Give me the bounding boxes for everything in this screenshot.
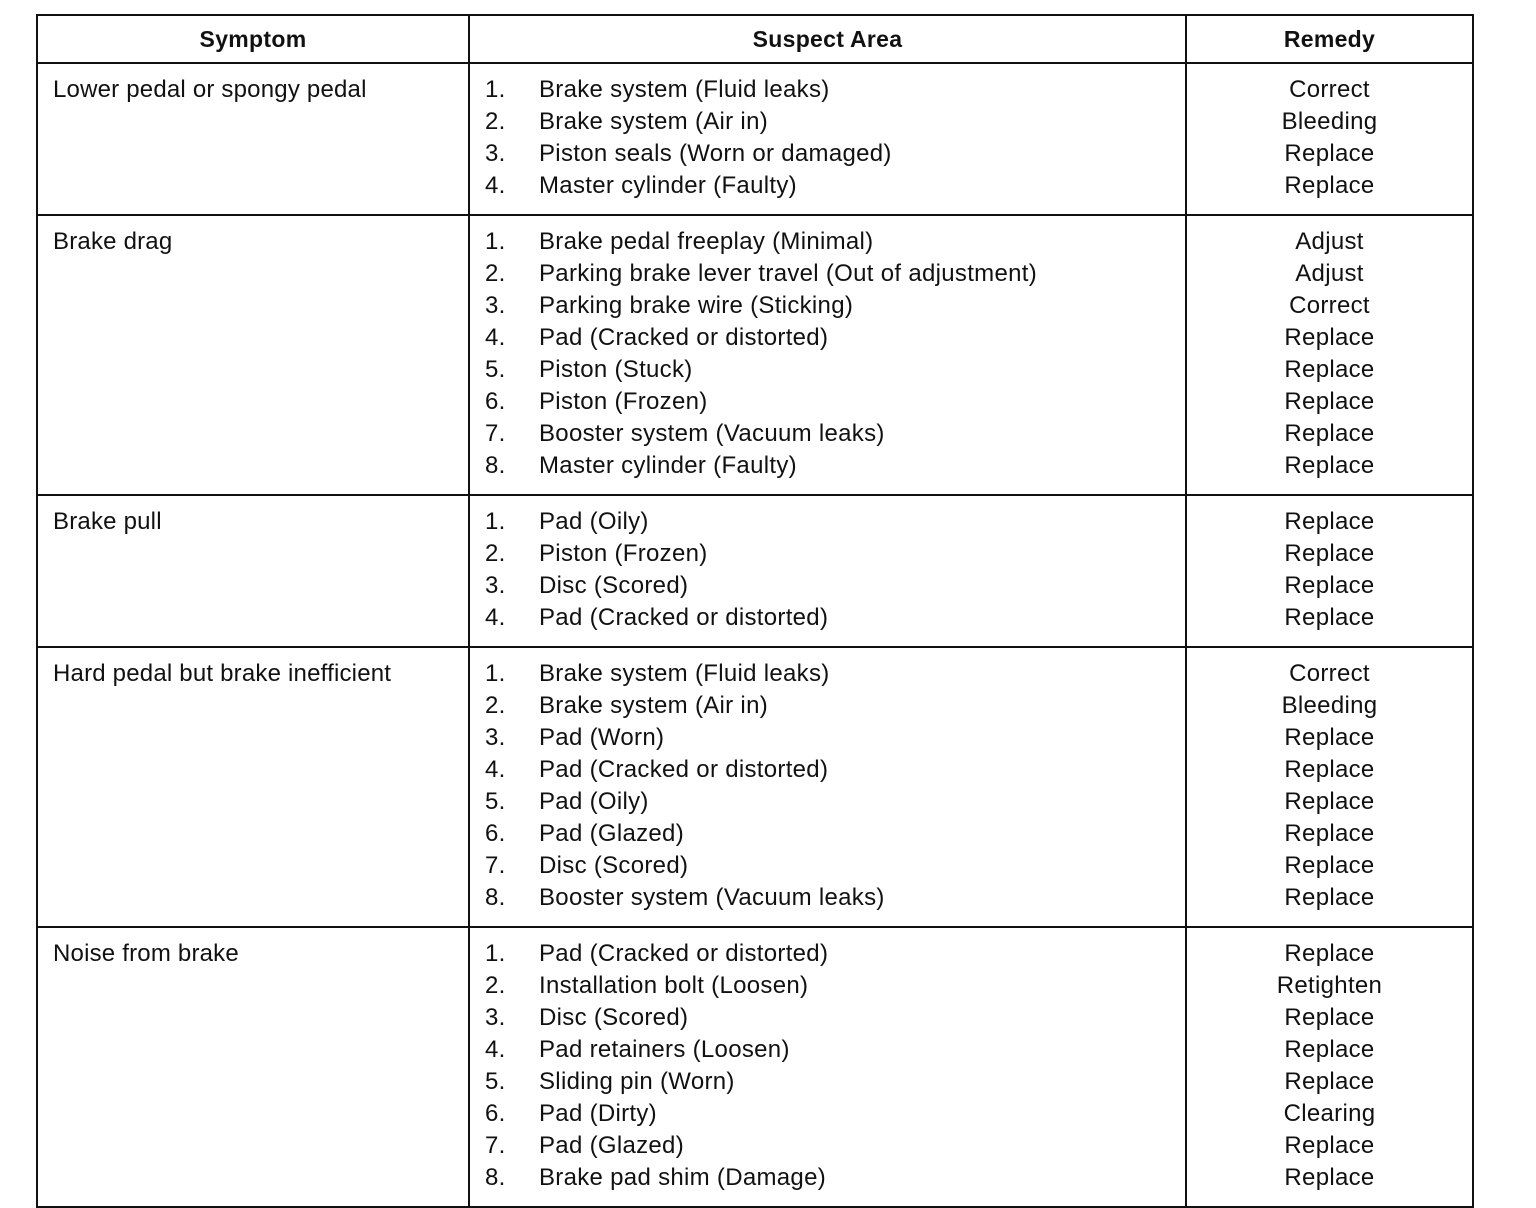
remedy-text: Bleeding [1281, 692, 1378, 719]
suspect-area-cell [469, 215, 1186, 495]
suspect-area-cell [469, 495, 1186, 647]
item-number: 3. [485, 140, 506, 167]
suspect-area-item [470, 658, 1185, 690]
item-number: 4. [485, 756, 506, 783]
item-number: 7. [485, 852, 506, 879]
suspect-area-item [470, 506, 1185, 538]
remedy-text: Replace [1284, 1132, 1375, 1159]
remedy-text: Replace [1284, 756, 1375, 783]
symptom-cell: Brake drag [37, 215, 469, 495]
suspect-area-text: Pad (Glazed) [539, 1132, 684, 1159]
remedy-cell [1186, 647, 1473, 927]
header-symptom: Symptom [37, 15, 469, 63]
item-number: 2. [485, 540, 506, 567]
remedy-text: Replace [1284, 172, 1375, 199]
remedy-text: Replace [1284, 1068, 1375, 1095]
suspect-area-item [470, 258, 1185, 290]
item-number: 3. [485, 1004, 506, 1031]
suspect-area-text: Pad retainers (Loosen) [539, 1036, 790, 1063]
symptom-cell: Hard pedal but brake inefficient [37, 647, 469, 927]
suspect-area-cell [469, 63, 1186, 215]
suspect-area-item [470, 226, 1185, 258]
suspect-area-item [470, 722, 1185, 754]
remedy-text: Correct [1289, 660, 1370, 687]
suspect-area-cell [469, 927, 1186, 1207]
remedy-text: Replace [1284, 420, 1375, 447]
suspect-area-item [470, 450, 1185, 482]
remedy-text: Replace [1284, 452, 1375, 479]
suspect-area-text: Brake system (Fluid leaks) [539, 76, 830, 103]
suspect-area-item [470, 754, 1185, 786]
item-number: 1. [485, 660, 506, 687]
remedy-text: Replace [1284, 356, 1375, 383]
remedy-text: Replace [1284, 940, 1375, 967]
suspect-area-text: Pad (Worn) [539, 724, 665, 751]
table-body [37, 63, 1473, 1207]
remedy-cell [1186, 495, 1473, 647]
suspect-area-item [470, 1130, 1185, 1162]
suspect-area-item [470, 418, 1185, 450]
suspect-area-item [470, 1002, 1185, 1034]
remedy-text: Replace [1284, 724, 1375, 751]
suspect-area-text: Installation bolt (Loosen) [539, 972, 809, 999]
remedy-text: Adjust [1295, 228, 1364, 255]
item-number: 5. [485, 788, 506, 815]
item-number: 4. [485, 172, 506, 199]
item-number: 3. [485, 572, 506, 599]
item-number: 1. [485, 508, 506, 535]
suspect-area-text: Brake system (Air in) [539, 108, 769, 135]
item-number: 1. [485, 228, 506, 255]
item-number: 4. [485, 1036, 506, 1063]
item-number: 7. [485, 1132, 506, 1159]
suspect-area-text: Pad (Cracked or distorted) [539, 324, 829, 351]
suspect-area-cell [469, 647, 1186, 927]
remedy-text: Replace [1284, 140, 1375, 167]
suspect-area-text: Brake pedal freeplay (Minimal) [539, 228, 874, 255]
item-number: 6. [485, 388, 506, 415]
suspect-area-text: Pad (Oily) [539, 788, 649, 815]
remedy-text: Replace [1284, 540, 1375, 567]
table-row [37, 495, 1473, 647]
suspect-area-item [470, 354, 1185, 386]
suspect-area-text: Master cylinder (Faulty) [539, 452, 797, 479]
suspect-area-item [470, 690, 1185, 722]
symptom-cell: Brake pull [37, 495, 469, 647]
item-number: 1. [485, 940, 506, 967]
suspect-area-item [470, 1162, 1185, 1194]
remedy-text: Correct [1289, 292, 1370, 319]
remedy-text: Replace [1284, 604, 1375, 631]
suspect-area-text: Brake system (Air in) [539, 692, 769, 719]
item-number: 7. [485, 420, 506, 447]
remedy-text: Adjust [1295, 260, 1364, 287]
remedy-text: Bleeding [1281, 108, 1378, 135]
suspect-area-text: Pad (Cracked or distorted) [539, 604, 829, 631]
remedy-text: Replace [1284, 388, 1375, 415]
remedy-cell [1186, 927, 1473, 1207]
remedy-cell [1186, 63, 1473, 215]
suspect-area-text: Pad (Glazed) [539, 820, 684, 847]
suspect-area-text: Pad (Oily) [539, 508, 649, 535]
suspect-area-text: Piston (Frozen) [539, 388, 708, 415]
header-remedy: Remedy [1186, 15, 1473, 63]
suspect-area-text: Parking brake wire (Sticking) [539, 292, 854, 319]
suspect-area-item [470, 602, 1185, 634]
suspect-area-text: Disc (Scored) [539, 1004, 689, 1031]
suspect-area-item [470, 290, 1185, 322]
item-number: 6. [485, 820, 506, 847]
item-number: 3. [485, 724, 506, 751]
item-number: 6. [485, 1100, 506, 1127]
suspect-area-item [470, 850, 1185, 882]
suspect-area-text: Parking brake lever travel (Out of adjustment) [539, 260, 1038, 287]
item-number: 1. [485, 76, 506, 103]
remedy-text: Replace [1284, 852, 1375, 879]
item-number: 5. [485, 356, 506, 383]
suspect-area-text: Disc (Scored) [539, 852, 689, 879]
suspect-area-text: Brake pad shim (Damage) [539, 1164, 827, 1191]
symptom-cell: Lower pedal or spongy pedal [37, 63, 469, 215]
symptom-cell: Noise from brake [37, 927, 469, 1207]
suspect-area-text: Piston seals (Worn or damaged) [539, 140, 892, 167]
suspect-area-item [470, 1098, 1185, 1130]
remedy-text: Replace [1284, 508, 1375, 535]
suspect-area-text: Piston (Frozen) [539, 540, 708, 567]
remedy-text: Replace [1284, 572, 1375, 599]
suspect-area-item [470, 570, 1185, 602]
remedy-text: Replace [1284, 1004, 1375, 1031]
remedy-text: Replace [1284, 884, 1375, 911]
suspect-area-text: Disc (Scored) [539, 572, 689, 599]
suspect-area-item [470, 74, 1185, 106]
table-row [37, 63, 1473, 215]
header-suspect-area: Suspect Area [469, 15, 1186, 63]
item-number: 2. [485, 108, 506, 135]
table-row [37, 215, 1473, 495]
suspect-area-item [470, 538, 1185, 570]
item-number: 2. [485, 972, 506, 999]
table-row [37, 927, 1473, 1207]
item-number: 8. [485, 1164, 506, 1191]
suspect-area-text: Piston (Stuck) [539, 356, 693, 383]
item-number: 5. [485, 1068, 506, 1095]
item-number: 8. [485, 884, 506, 911]
suspect-area-item [470, 786, 1185, 818]
troubleshooting-table [36, 14, 1474, 1208]
table-header [37, 15, 1473, 63]
suspect-area-item [470, 938, 1185, 970]
item-number: 4. [485, 604, 506, 631]
suspect-area-text: Booster system (Vacuum leaks) [539, 884, 885, 911]
suspect-area-item [470, 882, 1185, 914]
suspect-area-text: Brake system (Fluid leaks) [539, 660, 830, 687]
remedy-text: Replace [1284, 788, 1375, 815]
remedy-text: Replace [1284, 820, 1375, 847]
header-row [37, 15, 1473, 63]
suspect-area-text: Booster system (Vacuum leaks) [539, 420, 885, 447]
remedy-text: Replace [1284, 1036, 1375, 1063]
remedy-text: Replace [1284, 1164, 1375, 1191]
suspect-area-text: Pad (Cracked or distorted) [539, 940, 829, 967]
suspect-area-item [470, 386, 1185, 418]
suspect-area-item [470, 138, 1185, 170]
remedy-text: Retighten [1276, 972, 1383, 999]
suspect-area-text: Master cylinder (Faulty) [539, 172, 797, 199]
remedy-text: Clearing [1283, 1100, 1376, 1127]
suspect-area-item [470, 170, 1185, 202]
item-number: 3. [485, 292, 506, 319]
suspect-area-text: Sliding pin (Worn) [539, 1068, 735, 1095]
item-number: 2. [485, 692, 506, 719]
suspect-area-item [470, 818, 1185, 850]
item-number: 2. [485, 260, 506, 287]
table-row [37, 647, 1473, 927]
suspect-area-item [470, 1066, 1185, 1098]
item-number: 8. [485, 452, 506, 479]
remedy-text: Correct [1289, 76, 1370, 103]
suspect-area-item [470, 106, 1185, 138]
remedy-cell [1186, 215, 1473, 495]
suspect-area-item [470, 322, 1185, 354]
suspect-area-item [470, 970, 1185, 1002]
suspect-area-text: Pad (Cracked or distorted) [539, 756, 829, 783]
suspect-area-item [470, 1034, 1185, 1066]
suspect-area-text: Pad (Dirty) [539, 1100, 657, 1127]
item-number: 4. [485, 324, 506, 351]
remedy-text: Replace [1284, 324, 1375, 351]
